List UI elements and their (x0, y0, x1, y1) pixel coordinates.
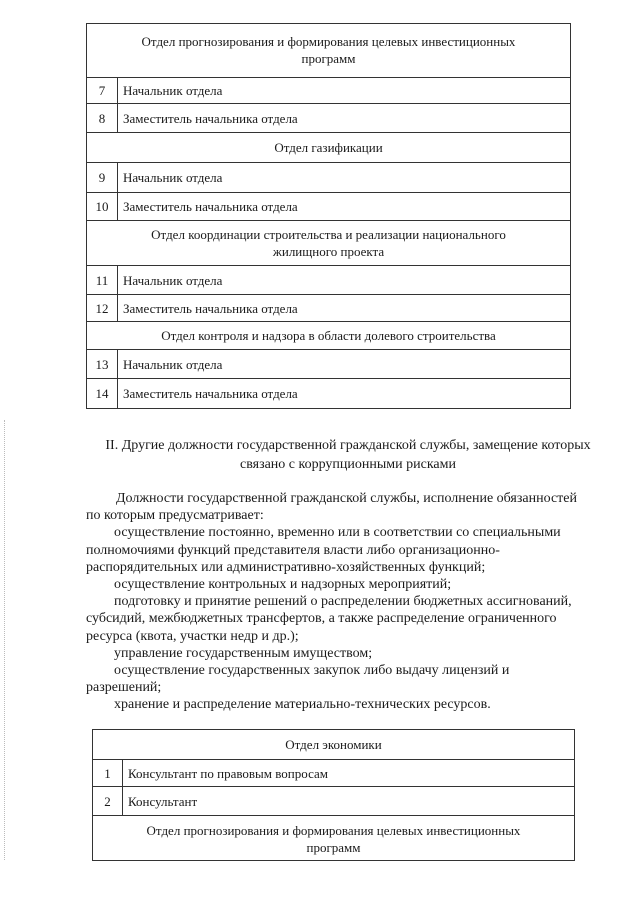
paragraph-line: Должности государственной гражданской службы, исполнение обязанностей (116, 491, 577, 506)
row-number: 9 (87, 163, 118, 192)
paragraph-line: по которым предусматривает: (86, 508, 264, 524)
table-row (93, 759, 574, 786)
dept-header-line: Отдел газификации (274, 140, 383, 155)
position-title: Заместитель начальника отдела (123, 111, 298, 126)
dept-header-line: жилищного проекта (272, 244, 385, 259)
dept-header-line: Отдел контроля и надзора в области долевого строительства (161, 328, 496, 343)
row-number: 10 (87, 193, 118, 220)
paragraph-line: осуществление контрольных и надзорных мероприятий; (114, 576, 452, 592)
paragraph-line: распорядительных или административно-хозяйственных функций; (86, 559, 486, 575)
dept-header (87, 321, 570, 349)
scan-edge-marks (4, 420, 7, 860)
position-title: Начальник отдела (123, 170, 223, 185)
row-number: 11 (87, 266, 118, 294)
table-row (87, 349, 570, 378)
paragraph-line: полномочиями функций представителя власти либо организационно- (86, 542, 500, 558)
position-title: Заместитель начальника отдела (123, 386, 298, 401)
section-title (70, 436, 626, 474)
row-number: 13 (87, 350, 118, 378)
row-number: 2 (93, 787, 123, 815)
row-number: 7 (87, 78, 118, 103)
position-title: Начальник отдела (123, 83, 223, 98)
section-title-line: II. Другие должности государственной гражданской службы, замещение которых (105, 438, 591, 453)
row-number: 1 (93, 760, 123, 786)
row-number: 14 (87, 379, 118, 408)
table-row (87, 294, 570, 321)
table-row (93, 786, 574, 815)
dept-header-line: Отдел координации строительства и реализации национального (151, 227, 506, 242)
table-row (87, 378, 570, 408)
dept-header-line: Отдел прогнозирования и формирования целевых инвестиционных (141, 34, 516, 49)
position-title: Заместитель начальника отдела (123, 301, 298, 316)
dept-header-line: Отдел прогнозирования и формирования целевых инвестиционных (146, 823, 521, 838)
position-title: Начальник отдела (123, 273, 223, 288)
position-title: Консультант (128, 794, 198, 809)
paragraph-line: подготовку и принятие решений о распределении бюджетных ассигнований, (114, 594, 572, 610)
table-row (87, 192, 570, 220)
section-title-line: связано с коррупционными рисками (239, 457, 456, 472)
dept-header-line: Отдел экономики (285, 737, 382, 752)
paragraph-line: осуществление государственных закупок либо выдачу лицензий и (114, 662, 510, 678)
table-row (87, 162, 570, 192)
paragraph-line: управление государственным имуществом; (114, 645, 373, 661)
paragraph-line: ресурса (квота, участки недр и др.); (86, 628, 299, 644)
dept-header (87, 132, 570, 162)
dept-header (87, 220, 570, 265)
position-title: Заместитель начальника отдела (123, 199, 298, 214)
dept-header-line: программ (306, 840, 361, 855)
position-title: Начальник отдела (123, 357, 223, 372)
duties-paragraph (86, 490, 621, 713)
dept-header-line: программ (301, 51, 356, 66)
paragraph-line: субсидий, межбюджетных трансфертов, а также распределение ограниченного (86, 611, 557, 627)
table-row (87, 77, 570, 103)
positions-table-2 (92, 729, 575, 861)
paragraph-line: разрешений; (86, 680, 162, 696)
paragraph-line: хранение и распределение материально-технических ресурсов. (114, 697, 491, 713)
paragraph-line: осуществление постоянно, временно или в соответствии со специальными (114, 525, 561, 541)
dept-header (87, 24, 570, 77)
table-row (87, 103, 570, 132)
positions-table-1 (86, 23, 571, 409)
row-number: 8 (87, 104, 118, 132)
position-title: Консультант по правовым вопросам (128, 766, 329, 781)
row-number: 12 (87, 295, 118, 321)
table-row (87, 265, 570, 294)
dept-header (93, 730, 574, 759)
dept-header (93, 815, 574, 860)
